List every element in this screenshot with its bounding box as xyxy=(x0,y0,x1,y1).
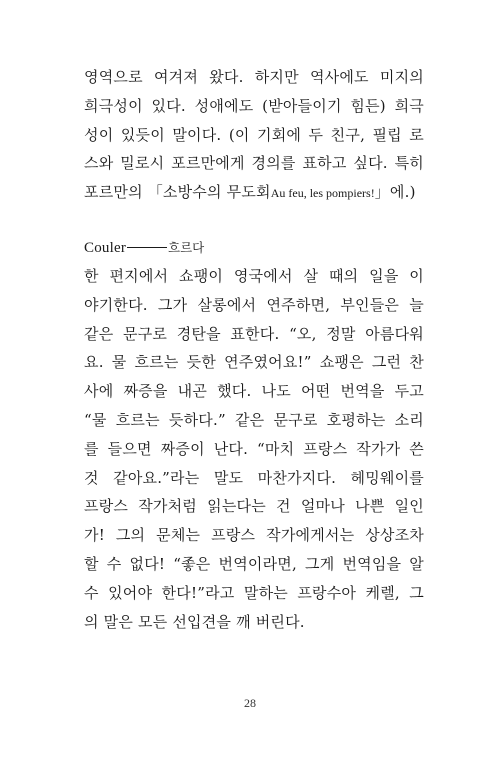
text-line: 같은 문구로 경탄을 표한다. “오, 정말 아름다워 xyxy=(84,324,424,343)
text-line: 가! 그의 문체는 프랑스 작가에게서는 상상조차 xyxy=(84,526,424,545)
text-line: 희극성이 있다. 성애에도 (받아들이기 힘든) 희극 xyxy=(84,96,424,115)
film-title-latin: Au feu, les pompiers! xyxy=(270,186,375,201)
page-number: 28 xyxy=(244,696,256,710)
text-run: 포르만의 「소방수의 무도회 xyxy=(84,183,271,202)
text-line: 수 있어야 한다!”라고 말하는 프랑수아 케렐, 그 xyxy=(84,583,424,602)
text-line: 성이 있듯이 말이다. (이 기회에 두 친구, 필립 로 xyxy=(84,125,424,144)
entry-word: Couler xyxy=(84,240,127,256)
text-line: 영역으로 여겨져 왔다. 하지만 역사에도 미지의 xyxy=(84,68,424,86)
text-line: 의 말은 모든 선입견을 깨 버린다. xyxy=(84,612,305,631)
entry-separator-rule xyxy=(127,247,167,248)
paragraph-continued xyxy=(84,63,424,207)
text-line: “물 흐르는 듯하다.” 같은 문구로 호평하는 소리 xyxy=(84,410,424,429)
text-line: 프랑스 작가처럼 읽는다는 건 얼마나 나쁜 일인 xyxy=(84,497,424,516)
entry-body xyxy=(84,262,424,636)
entry-meaning: 흐르다 xyxy=(168,240,205,255)
text-line: 사에 짜증을 내곤 했다. 나도 어떤 번역을 두고 xyxy=(84,382,424,401)
text-line: 것 같아요.”라는 말도 마찬가지다. 헤밍웨이를 xyxy=(84,468,424,487)
dictionary-entry-heading xyxy=(84,233,204,261)
text-line xyxy=(84,178,424,207)
text-run: 」에.) xyxy=(374,183,416,202)
text-line: 를 들으면 짜증이 난다. “마치 프랑스 작가가 쓴 xyxy=(84,439,424,458)
text-line: 할 수 없다! “좋은 번역이라면, 그게 번역임을 알 xyxy=(84,554,424,573)
text-line: 한 편지에서 쇼팽이 영국에서 살 때의 일을 이 xyxy=(84,267,424,285)
text-line: 요. 물 흐르는 듯한 연주였어요!” 쇼팽은 그런 찬 xyxy=(84,353,424,372)
text-line: 스와 밀로시 포르만에게 경의를 표하고 싶다. 특히 xyxy=(84,154,424,173)
text-line: 야기한다. 그가 살롱에서 연주하면, 부인들은 늘 xyxy=(84,295,424,314)
